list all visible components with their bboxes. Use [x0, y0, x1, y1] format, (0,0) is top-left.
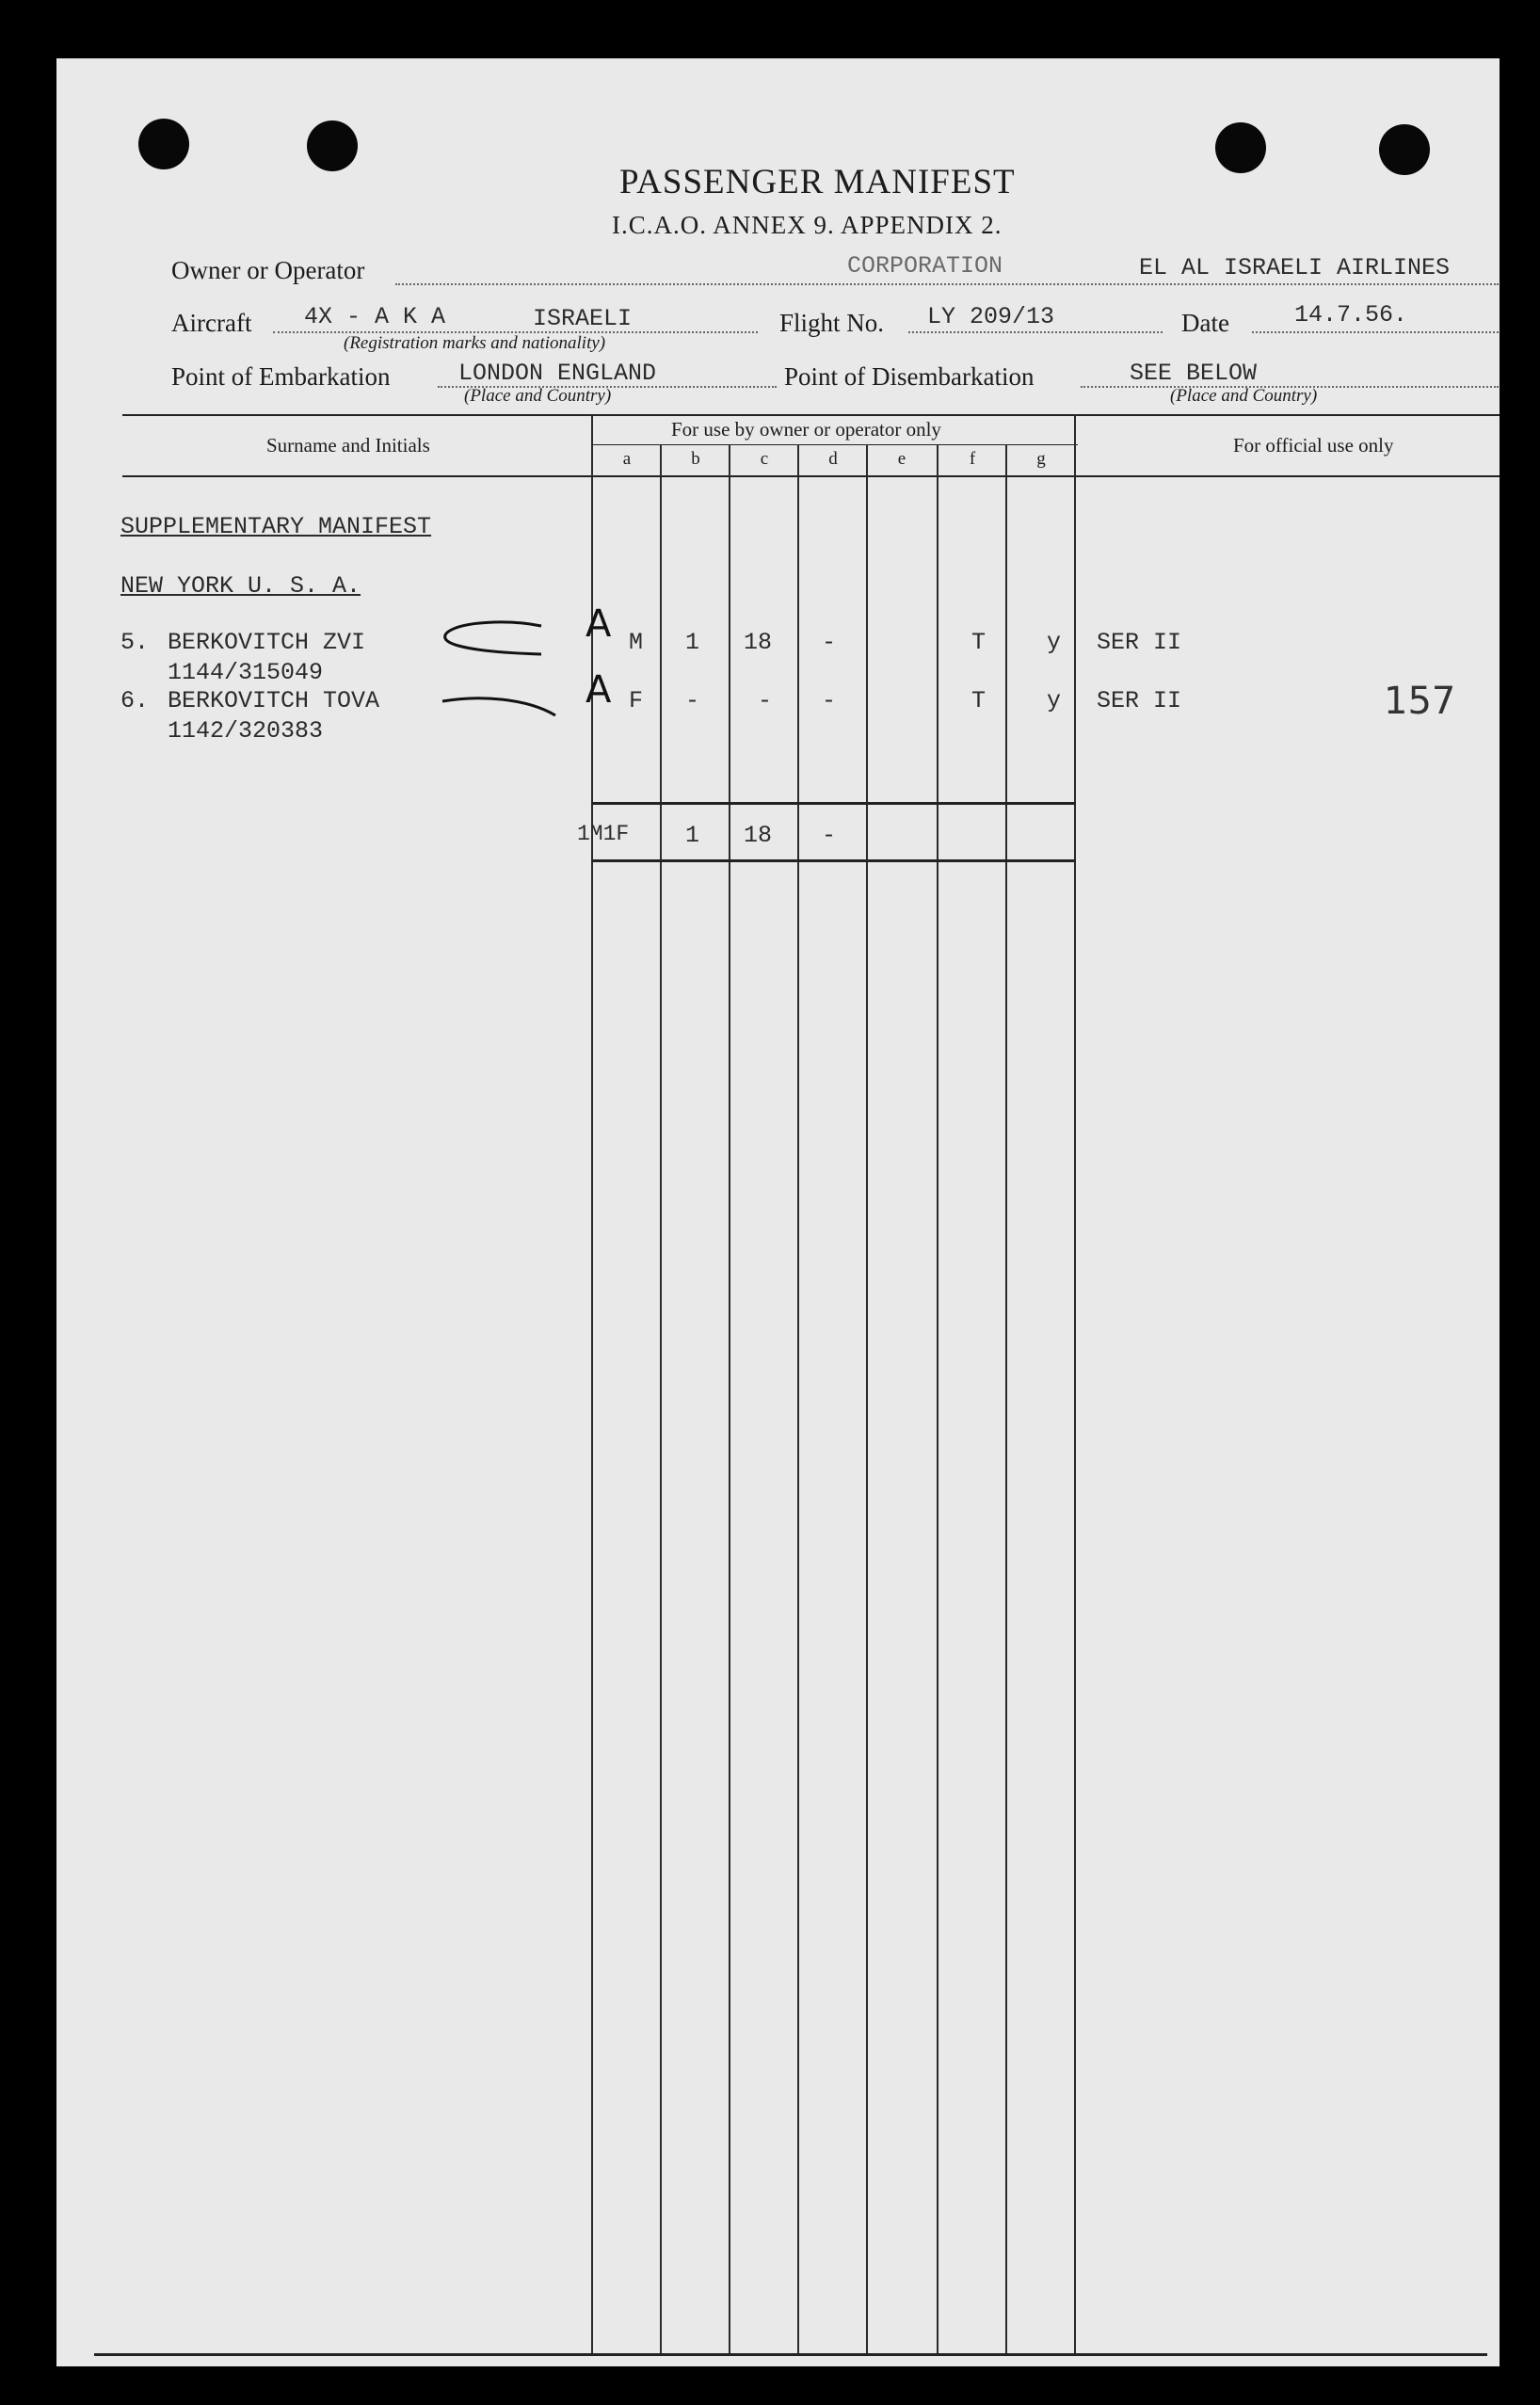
- column-divider-ab: [660, 444, 662, 2353]
- subcolumn-f-header: f: [969, 449, 976, 469]
- surname-column-header: Surname and Initials: [266, 434, 430, 457]
- table-header-bottom-border: [122, 475, 1500, 477]
- row-5-col-f: T: [971, 629, 987, 656]
- column-divider-ef: [937, 444, 938, 2353]
- aircraft-nationality: ISRAELI: [533, 305, 633, 332]
- date-dotted-line: [1252, 331, 1499, 333]
- aircraft-value: 4X - A K A: [304, 303, 446, 330]
- row-5-col-g: y: [1047, 629, 1062, 656]
- column-divider-fg: [1005, 444, 1007, 2353]
- flight-label: Flight No.: [779, 309, 885, 337]
- punch-hole-4: [1379, 124, 1430, 175]
- row-6-col-c: -: [758, 687, 773, 714]
- row-5-col-d: -: [822, 629, 837, 656]
- row-6-col-f: T: [971, 687, 987, 714]
- stamp-number: 157: [1384, 680, 1456, 723]
- column-divider-official: [1074, 414, 1076, 2353]
- disembark-value: SEE BELOW: [1130, 360, 1258, 387]
- totals-col-b: 1: [685, 822, 700, 849]
- date-value: 14.7.56.: [1294, 301, 1408, 329]
- row-5-col-c: 18: [744, 629, 773, 656]
- official-column-header: For official use only: [1233, 434, 1394, 457]
- owner-value: CORPORATION: [847, 252, 1003, 280]
- row-5-number: 5.: [120, 629, 150, 656]
- subcolumn-c-header: c: [760, 449, 769, 469]
- handwritten-bracket-strokes: [433, 612, 602, 734]
- section-destination: NEW YORK U. S. A.: [120, 572, 361, 600]
- page-subtitle: I.C.A.O. ANNEX 9. APPENDIX 2.: [612, 211, 1003, 239]
- owner-label: Owner or Operator: [171, 256, 365, 284]
- embark-label: Point of Embarkation: [171, 362, 391, 391]
- column-divider-bc: [729, 444, 730, 2353]
- column-divider-de: [866, 444, 868, 2353]
- row-5-official: SER II: [1097, 629, 1182, 656]
- totals-col-a: 1M1F: [577, 822, 630, 846]
- row-6-official: SER II: [1097, 687, 1182, 714]
- totals-col-c: 18: [744, 822, 773, 849]
- section-title: SUPPLEMENTARY MANIFEST: [120, 513, 432, 540]
- date-label: Date: [1181, 309, 1229, 337]
- row-5-name: BERKOVITCH ZVI: [168, 629, 366, 656]
- owner-airline-value: EL AL ISRAELI AIRLINES: [1139, 254, 1451, 281]
- column-divider-cd: [797, 444, 799, 2353]
- embark-value: LONDON ENGLAND: [458, 360, 657, 387]
- row-6-col-g: y: [1047, 687, 1062, 714]
- row-6-number: 6.: [120, 687, 150, 714]
- subcolumn-e-header: e: [897, 449, 906, 469]
- row-6-col-b: -: [685, 687, 700, 714]
- flight-value: LY 209/13: [927, 303, 1055, 330]
- row-5-col-b: 1: [685, 629, 700, 656]
- row-5-handwritten-mark: A: [586, 602, 612, 646]
- embark-note: (Place and Country): [464, 386, 612, 406]
- row-5-col-a: M: [629, 629, 644, 656]
- row-6-ref: 1142/320383: [168, 717, 324, 745]
- row-6-col-a: F: [629, 687, 644, 714]
- disembark-label: Point of Disembarkation: [784, 362, 1035, 391]
- table-top-border: [122, 414, 1500, 416]
- subcolumn-a-header: a: [622, 449, 632, 469]
- punch-hole-3: [1215, 122, 1266, 173]
- totals-bottom-rule: [591, 859, 1076, 862]
- aircraft-note: (Registration marks and nationality): [344, 333, 606, 353]
- row-5-ref: 1144/315049: [168, 659, 324, 686]
- row-6-name: BERKOVITCH TOVA: [168, 687, 380, 714]
- flight-dotted-line: [908, 331, 1163, 333]
- totals-top-rule: [591, 802, 1076, 805]
- operator-column-header: For use by owner or operator only: [671, 418, 941, 441]
- aircraft-label: Aircraft: [171, 309, 252, 337]
- owner-dotted-line: [395, 283, 1499, 285]
- disembark-note: (Place and Country): [1170, 386, 1318, 406]
- subcolumn-b-header: b: [691, 449, 700, 469]
- totals-col-d: -: [822, 822, 837, 849]
- punch-hole-1: [138, 119, 189, 169]
- page-title: PASSENGER MANIFEST: [619, 163, 1016, 201]
- page-bottom-rule: [94, 2353, 1487, 2356]
- subcolumn-d-header: d: [828, 449, 838, 469]
- row-6-handwritten-mark: A: [586, 668, 612, 712]
- row-6-col-d: -: [822, 687, 837, 714]
- subcolumn-g-header: g: [1036, 449, 1046, 469]
- punch-hole-2: [307, 120, 358, 171]
